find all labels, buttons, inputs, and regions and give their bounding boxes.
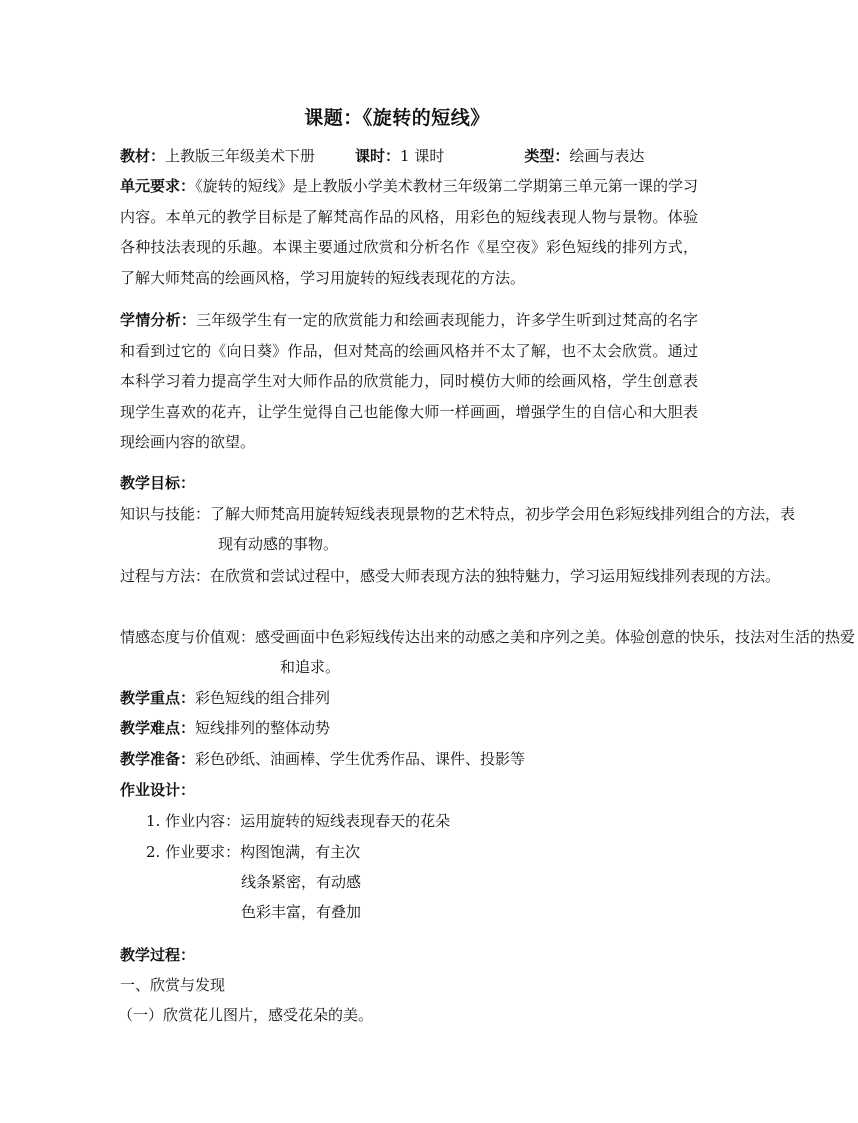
material-label: 教材： [120, 147, 166, 165]
period-value: 1 课时 [400, 147, 445, 165]
emotion-text: 感受画面中色彩短线传达出来的动感之美和序列之美。体验创意的快乐，技法对生活的热爱和追求。 [255, 628, 856, 676]
analysis-text: 三年级学生有一定的欣赏能力和绘画表现能力，许多学生听到过梵高的名字和看到过它的《向日葵》作品，但对梵高的绘画风格并不太了解，也不太会欣赏。通过本科学习着力提高学生对大师作品的欣赏能力，同时模仿大师的绘画风格，学生创意表现学生喜欢的花卉，让学生觉得自己也能像大师一样画画，增强学生的自信心和大胆表现绘画内容的欲望。 [120, 311, 698, 451]
key-point [120, 683, 698, 713]
unit-requirement [120, 171, 698, 293]
material-value: 上教版三年级美术下册 [165, 147, 316, 165]
objective-knowledge [120, 499, 796, 559]
process-section-1: 一、欣赏与发现 [120, 976, 226, 994]
difficulty [120, 713, 698, 743]
homework-item-1: 1. 作业内容：运用旋转的短线表现春天的花朵 [146, 812, 451, 830]
difficulty-text: 短线排列的整体动势 [195, 719, 331, 737]
objective-process [120, 561, 796, 591]
preparation [120, 744, 698, 774]
type-label: 类型： [524, 147, 570, 165]
process-heading: 教学过程： [120, 946, 196, 964]
unit-label: 单元要求： [120, 177, 196, 195]
homework-item-2: 2. 作业要求：构图饱满，有主次 [146, 843, 361, 861]
type-value: 绘画与表达 [569, 147, 645, 165]
objective-emotion [120, 622, 858, 682]
lesson-title: 课题：《旋转的短线》 [304, 107, 490, 129]
learner-analysis [120, 305, 698, 458]
difficulty-label: 教学难点： [120, 719, 196, 737]
analysis-label: 学情分析： [120, 311, 197, 329]
meta-line [120, 141, 698, 171]
preparation-label: 教学准备： [120, 750, 196, 768]
key-point-text: 彩色短线的组合排列 [195, 689, 331, 707]
process-sub-1: （一）欣赏花儿图片，感受花朵的美。 [118, 1006, 374, 1024]
process-label: 过程与方法： [120, 567, 211, 585]
homework-item-2-line-3: 色彩丰富，有叠加 [241, 903, 362, 921]
homework-heading: 作业设计： [120, 781, 196, 799]
objectives-heading: 教学目标： [120, 474, 196, 492]
emotion-label: 情感态度与价值观： [120, 628, 256, 646]
key-point-label: 教学重点： [120, 689, 196, 707]
knowledge-text: 了解大师梵高用旋转短线表现景物的艺术特点，初步学会用色彩短线排列组合的方法，表现有动感的事物。 [210, 505, 796, 553]
homework-item-2-line-2: 线条紧密，有动感 [241, 873, 362, 891]
knowledge-label: 知识与技能： [120, 505, 211, 523]
preparation-text: 彩色砂纸、油画棒、学生优秀作品、课件、投影等 [195, 750, 526, 768]
period-label: 课时： [355, 147, 401, 165]
process-text: 在欣赏和尝试过程中，感受大师表现方法的独特魅力，学习运用短线排列表现的方法。 [210, 567, 781, 585]
unit-text: 《旋转的短线》是上教版小学美术教材三年级第二学期第三单元第一课的学习内容。本单元的教学目标是了解梵高作品的风格，用彩色的短线表现人物与景物。体验各种技法表现的乐趣。本课主要通过欣赏和分析名作《星空夜》彩色短线的排列方式，了解大师梵高的绘画风格，学习用旋转的短线表现花的方法。 [120, 177, 698, 287]
